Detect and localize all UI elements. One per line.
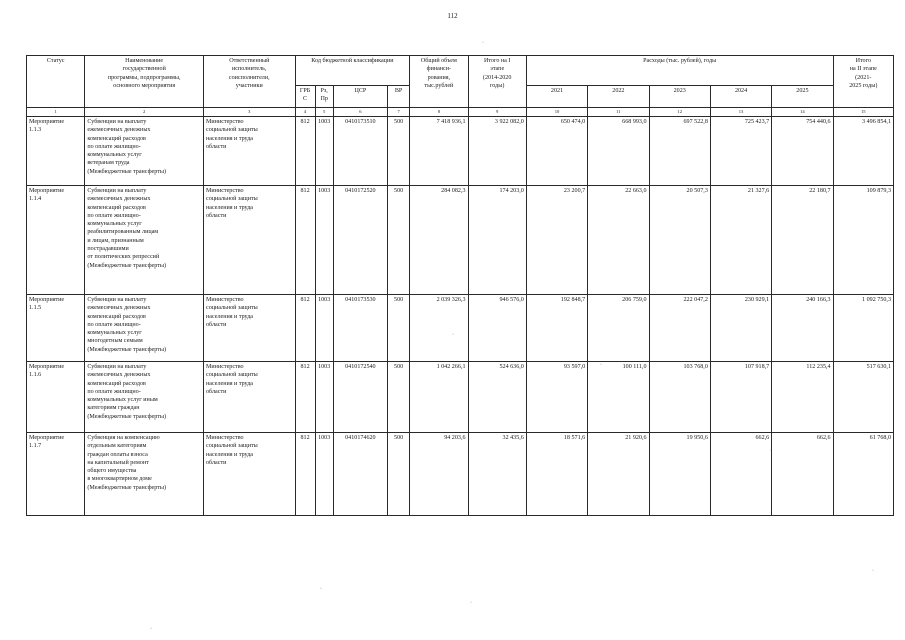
row-name: Субвенции на выплату ежемесячных денежных компенсаций расходов по оплате жилищно- коммунальных услуг ветеранам труда (Межбюджетные трансферты) xyxy=(85,117,204,186)
header-year-2022: 2022 xyxy=(588,86,649,108)
column-number: 3 xyxy=(204,108,296,117)
row-2024: 725 423,7 xyxy=(710,117,771,186)
row-rzpr: 1003 xyxy=(315,362,333,433)
row-2025: 754 440,6 xyxy=(772,117,833,186)
header-expenses: Расходы (тыс. рублей), годы xyxy=(526,56,833,86)
row-vr: 500 xyxy=(388,117,410,186)
row-vr: 500 xyxy=(388,362,410,433)
row-csr: 0410172520 xyxy=(333,186,387,295)
header-year-2023: 2023 xyxy=(649,86,710,108)
row-2021: 93 597,0 xyxy=(526,362,587,433)
header-rzpr: Рз, Пр xyxy=(315,86,333,108)
row-2022: 668 993,0 xyxy=(588,117,649,186)
row-stage1: 3 922 082,0 xyxy=(468,117,526,186)
row-2025: 22 180,7 xyxy=(772,186,833,295)
table-row xyxy=(27,433,894,516)
column-number: 4 xyxy=(295,108,315,117)
row-total: 284 082,3 xyxy=(410,186,468,295)
header-grbs: ГРБ С xyxy=(295,86,315,108)
table-row xyxy=(27,186,894,295)
row-2021: 650 474,0 xyxy=(526,117,587,186)
row-responsible: Министерство социальной защиты населения и труда области xyxy=(204,433,296,516)
row-grbs: 812 xyxy=(295,186,315,295)
row-name: Субвенции на выплату ежемесячных денежных компенсаций расходов по оплате жилищно- коммунальных услуг реабилитированным лицам и лицам, признанным пострадавшими от политических репрессий (Межбюджетные трансферты) xyxy=(85,186,204,295)
row-csr: 0410174620 xyxy=(333,433,387,516)
row-2022: 21 920,6 xyxy=(588,433,649,516)
row-2025: 662,6 xyxy=(772,433,833,516)
row-2023: 697 522,8 xyxy=(649,117,710,186)
header-vr: ВР xyxy=(388,86,410,108)
header-stage2: Итого на II этапе (2021- 2025 годы) xyxy=(833,56,893,108)
row-2022: 206 759,0 xyxy=(588,295,649,362)
row-stage2: 517 630,1 xyxy=(833,362,893,433)
column-number: 6 xyxy=(333,108,387,117)
row-total: 7 418 936,1 xyxy=(410,117,468,186)
row-csr: 0410173530 xyxy=(333,295,387,362)
column-number: 2 xyxy=(85,108,204,117)
row-2023: 20 507,3 xyxy=(649,186,710,295)
row-responsible: Министерство социальной защиты населения и труда области xyxy=(204,362,296,433)
column-number: 12 xyxy=(649,108,710,117)
column-number: 1 xyxy=(27,108,85,117)
column-number: 9 xyxy=(468,108,526,117)
row-status: Мероприятие 1.1.3 xyxy=(27,117,85,186)
page-number: 112 xyxy=(447,12,458,20)
budget-table xyxy=(26,55,894,516)
row-2023: 222 047,2 xyxy=(649,295,710,362)
header-total-volume: Общий объем финанси- рования, тыс.рублей xyxy=(410,56,468,108)
row-2023: 103 768,0 xyxy=(649,362,710,433)
row-2025: 112 235,4 xyxy=(772,362,833,433)
row-total: 2 039 326,3 xyxy=(410,295,468,362)
table-row xyxy=(27,117,894,186)
row-2021: 18 571,6 xyxy=(526,433,587,516)
column-number-row xyxy=(27,108,894,117)
column-number: 10 xyxy=(526,108,587,117)
row-rzpr: 1003 xyxy=(315,433,333,516)
row-status: Мероприятие 1.1.6 xyxy=(27,362,85,433)
row-2021: 192 848,7 xyxy=(526,295,587,362)
header-name: Наименование государственной программы, подпрограммы, основного мероприятия xyxy=(85,56,204,108)
column-number: 15 xyxy=(833,108,893,117)
row-stage2: 1 092 750,3 xyxy=(833,295,893,362)
column-number: 14 xyxy=(772,108,833,117)
header-status: Статус xyxy=(27,56,85,108)
row-total: 94 203,6 xyxy=(410,433,468,516)
table-row xyxy=(27,295,894,362)
row-grbs: 812 xyxy=(295,295,315,362)
row-grbs: 812 xyxy=(295,117,315,186)
header-responsible: Ответственный исполнитель, соисполнители, участники xyxy=(204,56,296,108)
row-2021: 23 200,7 xyxy=(526,186,587,295)
row-vr: 500 xyxy=(388,186,410,295)
row-stage1: 32 435,6 xyxy=(468,433,526,516)
column-number: 7 xyxy=(388,108,410,117)
row-rzpr: 1003 xyxy=(315,295,333,362)
header-year-2021: 2021 xyxy=(526,86,587,108)
row-status: Мероприятие 1.1.5 xyxy=(27,295,85,362)
row-stage1: 946 576,0 xyxy=(468,295,526,362)
row-status: Мероприятие 1.1.4 xyxy=(27,186,85,295)
header-budget-code: Код бюджетной классификации xyxy=(295,56,410,86)
header-year-2024: 2024 xyxy=(710,86,771,108)
row-stage2: 61 768,0 xyxy=(833,433,893,516)
row-2025: 240 166,3 xyxy=(772,295,833,362)
row-name: Субвенции на выплату ежемесячных денежных компенсаций расходов по оплате жилищно- коммунальных услуг многодетным семьям (Межбюджетные трансферты) xyxy=(85,295,204,362)
header-csr: ЦСР xyxy=(333,86,387,108)
row-stage2: 3 496 854,1 xyxy=(833,117,893,186)
row-grbs: 812 xyxy=(295,362,315,433)
row-2022: 22 663,0 xyxy=(588,186,649,295)
row-stage1: 174 203,0 xyxy=(468,186,526,295)
row-status: Мероприятие 1.1.7 xyxy=(27,433,85,516)
column-number: 11 xyxy=(588,108,649,117)
row-vr: 500 xyxy=(388,433,410,516)
row-2024: 107 918,7 xyxy=(710,362,771,433)
row-stage1: 524 636,0 xyxy=(468,362,526,433)
table-row xyxy=(27,362,894,433)
row-rzpr: 1003 xyxy=(315,117,333,186)
header-year-2025: 2025 xyxy=(772,86,833,108)
row-rzpr: 1003 xyxy=(315,186,333,295)
row-2023: 19 950,6 xyxy=(649,433,710,516)
row-total: 1 042 266,1 xyxy=(410,362,468,433)
row-csr: 0410172540 xyxy=(333,362,387,433)
row-name: Субвенция на компенсацию отдельным категориям граждан оплаты взноса на капитальный ремонт общего имущества в многоквартирном доме (Межбюджетные трансферты) xyxy=(85,433,204,516)
row-stage2: 109 879,3 xyxy=(833,186,893,295)
column-number: 5 xyxy=(315,108,333,117)
header-stage1: Итого на I этапе (2014-2020 годы) xyxy=(468,56,526,108)
row-name: Субвенции на выплату ежемесячных денежных компенсаций расходов по оплате жилищно- коммунальных услуг иным категориям граждан (Межбюджетные трансферты) xyxy=(85,362,204,433)
row-vr: 500 xyxy=(388,295,410,362)
row-grbs: 812 xyxy=(295,433,315,516)
column-number: 8 xyxy=(410,108,468,117)
row-2024: 21 327,6 xyxy=(710,186,771,295)
row-responsible: Министерство социальной защиты населения и труда области xyxy=(204,186,296,295)
row-2022: 100 111,0 xyxy=(588,362,649,433)
row-responsible: Министерство социальной защиты населения и труда области xyxy=(204,117,296,186)
column-number: 13 xyxy=(710,108,771,117)
row-2024: 662,6 xyxy=(710,433,771,516)
row-2024: 230 929,1 xyxy=(710,295,771,362)
row-csr: 0410173510 xyxy=(333,117,387,186)
row-responsible: Министерство социальной защиты населения и труда области xyxy=(204,295,296,362)
